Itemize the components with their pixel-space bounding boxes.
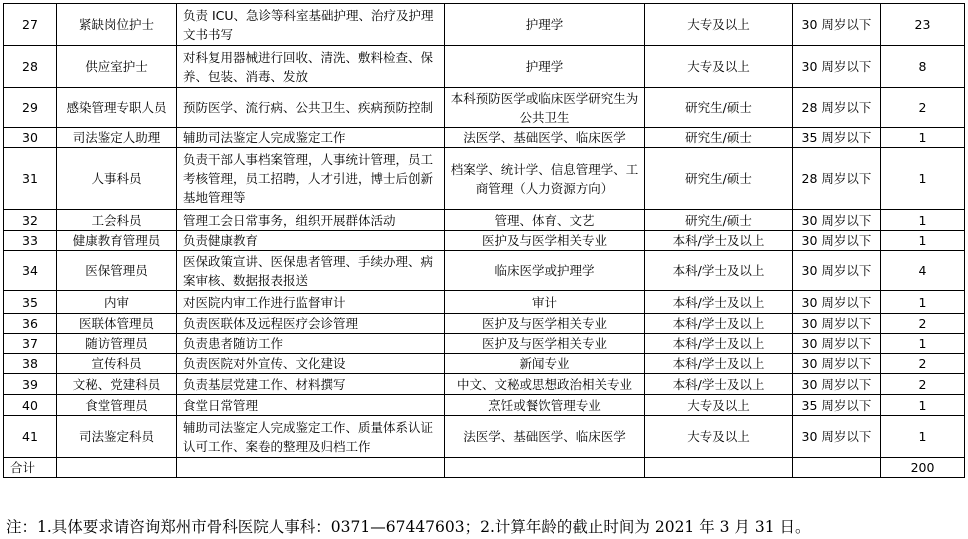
headcount-cell: 1 [881,334,965,354]
row-number-cell: 33 [4,231,57,251]
headcount-cell: 2 [881,354,965,374]
education-cell: 本科/学士及以上 [645,354,793,374]
education-cell: 本科/学士及以上 [645,251,793,291]
recruitment-table [3,3,965,478]
table-row [4,4,965,46]
education-cell: 本科/学士及以上 [645,374,793,395]
post-name-cell: 司法鉴定科员 [57,416,177,458]
empty-cell [177,458,445,478]
row-number-cell: 31 [4,148,57,210]
table-row [4,46,965,88]
major-cell: 管理、体育、文艺 [445,210,645,231]
duty-cell: 食堂日常管理 [177,395,445,416]
table-row [4,291,965,314]
empty-cell [645,458,793,478]
headcount-cell: 1 [881,395,965,416]
education-cell: 本科/学士及以上 [645,231,793,251]
duty-cell: 辅助司法鉴定人完成鉴定工作 [177,128,445,148]
row-number-cell: 35 [4,291,57,314]
duty-cell: 负责干部人事档案管理，人事统计管理，员工考核管理，员工招聘，人才引进，博士后创新基地管理等 [177,148,445,210]
row-number-cell: 30 [4,128,57,148]
age-cell: 30 周岁以下 [793,416,881,458]
education-cell: 研究生/硕士 [645,128,793,148]
empty-cell [57,458,177,478]
table-row [4,374,965,395]
age-cell: 30 周岁以下 [793,210,881,231]
headcount-cell: 23 [881,4,965,46]
table-body [4,4,965,478]
row-number-cell: 34 [4,251,57,291]
table-row [4,314,965,334]
age-cell: 30 周岁以下 [793,46,881,88]
row-number-cell: 27 [4,4,57,46]
empty-cell [445,458,645,478]
post-name-cell: 紧缺岗位护士 [57,4,177,46]
education-cell: 本科/学士及以上 [645,314,793,334]
headcount-cell: 1 [881,148,965,210]
headcount-cell: 2 [881,88,965,128]
row-number-cell: 37 [4,334,57,354]
duty-cell: 辅助司法鉴定人完成鉴定工作、质量体系认证认可工作、案卷的整理及归档工作 [177,416,445,458]
education-cell: 大专及以上 [645,395,793,416]
table-row [4,354,965,374]
age-cell: 28 周岁以下 [793,148,881,210]
row-number-cell: 41 [4,416,57,458]
duty-cell: 负责医联体及远程医疗会诊管理 [177,314,445,334]
table-row [4,395,965,416]
row-number-cell: 32 [4,210,57,231]
major-cell: 新闻专业 [445,354,645,374]
post-name-cell: 健康教育管理员 [57,231,177,251]
headcount-cell: 4 [881,251,965,291]
row-number-cell: 40 [4,395,57,416]
age-cell: 35 周岁以下 [793,395,881,416]
major-cell: 临床医学或护理学 [445,251,645,291]
total-row [4,458,965,478]
post-name-cell: 感染管理专职人员 [57,88,177,128]
major-cell: 审计 [445,291,645,314]
age-cell: 30 周岁以下 [793,231,881,251]
age-cell: 28 周岁以下 [793,88,881,128]
major-cell: 护理学 [445,4,645,46]
duty-cell: 负责医院对外宣传、文化建设 [177,354,445,374]
duty-cell: 对医院内审工作进行监督审计 [177,291,445,314]
major-cell: 医护及与医学相关专业 [445,334,645,354]
table-row [4,128,965,148]
education-cell: 研究生/硕士 [645,88,793,128]
post-name-cell: 随访管理员 [57,334,177,354]
post-name-cell: 宣传科员 [57,354,177,374]
row-number-cell: 38 [4,354,57,374]
education-cell: 本科/学士及以上 [645,291,793,314]
major-cell: 档案学、统计学、信息管理学、工商管理（人力资源方向） [445,148,645,210]
duty-cell: 负责健康教育 [177,231,445,251]
post-name-cell: 食堂管理员 [57,395,177,416]
footnote: 注：1.具体要求请咨询郑州市骨科医院人事科：0371—67447603；2.计算年龄的截止时间为 2021 年 3 月 31 日。 [6,518,811,536]
age-cell: 35 周岁以下 [793,128,881,148]
post-name-cell: 医保管理员 [57,251,177,291]
age-cell: 30 周岁以下 [793,354,881,374]
headcount-cell: 1 [881,416,965,458]
age-cell: 30 周岁以下 [793,314,881,334]
post-name-cell: 工会科员 [57,210,177,231]
empty-cell [793,458,881,478]
major-cell: 法医学、基础医学、临床医学 [445,416,645,458]
age-cell: 30 周岁以下 [793,374,881,395]
major-cell: 烹饪或餐饮管理专业 [445,395,645,416]
major-cell: 医护及与医学相关专业 [445,231,645,251]
age-cell: 30 周岁以下 [793,291,881,314]
table-row [4,88,965,128]
headcount-cell: 8 [881,46,965,88]
major-cell: 护理学 [445,46,645,88]
post-name-cell: 供应室护士 [57,46,177,88]
total-label: 合计 [4,458,57,478]
age-cell: 30 周岁以下 [793,4,881,46]
headcount-cell: 1 [881,231,965,251]
headcount-cell: 1 [881,210,965,231]
headcount-cell: 1 [881,291,965,314]
education-cell: 研究生/硕士 [645,148,793,210]
duty-cell: 负责基层党建工作、材料撰写 [177,374,445,395]
duty-cell: 预防医学、流行病、公共卫生、疾病预防控制 [177,88,445,128]
major-cell: 本科预防医学或临床医学研究生为公共卫生 [445,88,645,128]
major-cell: 法医学、基础医学、临床医学 [445,128,645,148]
major-cell: 中文、文秘或思想政治相关专业 [445,374,645,395]
table-row [4,416,965,458]
education-cell: 研究生/硕士 [645,210,793,231]
education-cell: 大专及以上 [645,416,793,458]
major-cell: 医护及与医学相关专业 [445,314,645,334]
table-row [4,148,965,210]
age-cell: 30 周岁以下 [793,251,881,291]
row-number-cell: 39 [4,374,57,395]
age-cell: 30 周岁以下 [793,334,881,354]
post-name-cell: 人事科员 [57,148,177,210]
headcount-cell: 2 [881,314,965,334]
duty-cell: 负责 ICU、急诊等科室基础护理、治疗及护理文书书写 [177,4,445,46]
total-count: 200 [881,458,965,478]
post-name-cell: 医联体管理员 [57,314,177,334]
row-number-cell: 28 [4,46,57,88]
education-cell: 大专及以上 [645,46,793,88]
table-row [4,210,965,231]
table-row [4,334,965,354]
education-cell: 大专及以上 [645,4,793,46]
row-number-cell: 29 [4,88,57,128]
table-row [4,231,965,251]
post-name-cell: 内审 [57,291,177,314]
post-name-cell: 司法鉴定人助理 [57,128,177,148]
headcount-cell: 2 [881,374,965,395]
duty-cell: 负责患者随访工作 [177,334,445,354]
education-cell: 本科/学士及以上 [645,334,793,354]
duty-cell: 对科复用器械进行回收、清洗、敷料检查、保养、包装、消毒、发放 [177,46,445,88]
row-number-cell: 36 [4,314,57,334]
duty-cell: 医保政策宣讲、医保患者管理、手续办理、病案审核、数据报表报送 [177,251,445,291]
table-row [4,251,965,291]
duty-cell: 管理工会日常事务，组织开展群体活动 [177,210,445,231]
headcount-cell: 1 [881,128,965,148]
post-name-cell: 文秘、党建科员 [57,374,177,395]
